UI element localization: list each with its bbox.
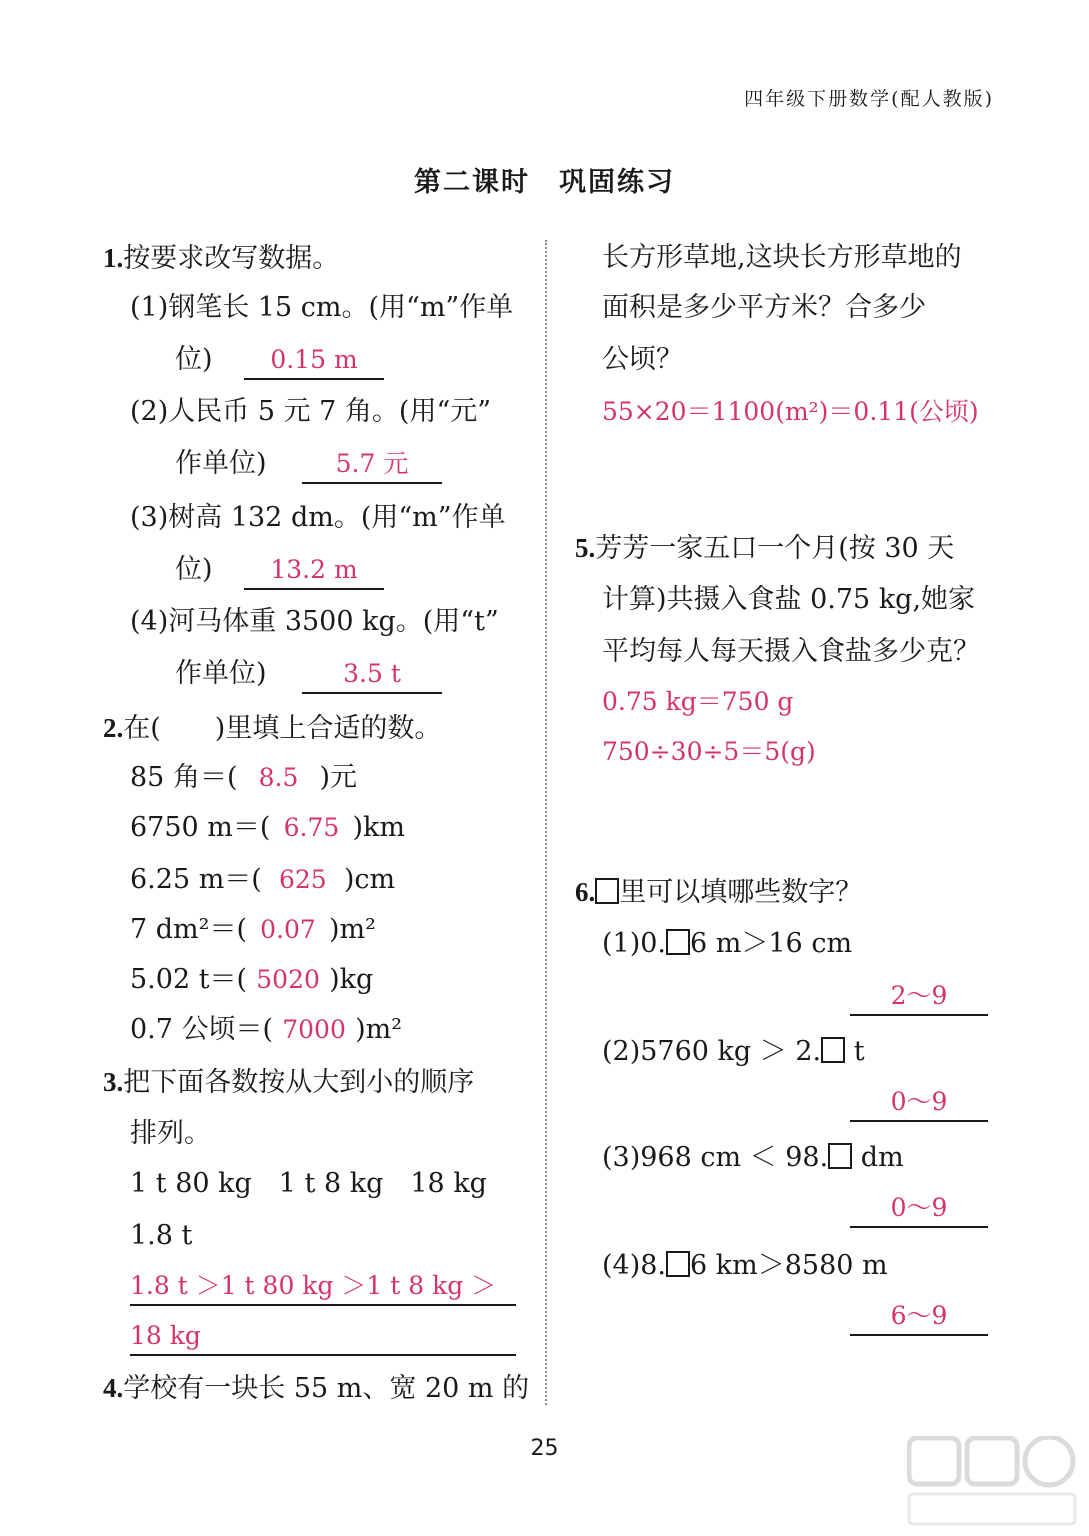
blank-box-icon: [595, 878, 619, 904]
q2-item6: 0.7 公顷＝( 7000 )m²: [130, 1014, 403, 1045]
q1-item1-line1: (1)钢笔长 15 cm。(用“m”作单: [130, 292, 514, 323]
q6-item3-answer: 0～9: [850, 1190, 988, 1228]
lesson-title: 第二课时 巩固练习: [414, 167, 675, 198]
q2-heading: 2.在( )里填上合适的数。: [103, 713, 442, 744]
q1-item3-answer: 13.2 m: [244, 552, 384, 590]
q2-item5: 5.02 t＝( 5020 )kg: [130, 964, 374, 995]
q1-item2-line1: (2)人民币 5 元 7 角。(用“元”: [130, 396, 492, 427]
q1-item4-line2: 作单位): [175, 658, 267, 689]
blank-box-icon: [666, 929, 690, 955]
q4-answer: 55×20＝1100(m²)＝0.11(公顷): [602, 397, 979, 426]
column-divider: [545, 240, 547, 1405]
blank-box-icon: [828, 1143, 852, 1169]
q1-item2-line2: 作单位): [175, 448, 267, 479]
watermark-logo-icon: [907, 1436, 1077, 1528]
q6-item2: (2)5760 kg ＞ 2. t: [602, 1036, 865, 1067]
q6-item4: (4)8. 6 km＞8580 m: [602, 1250, 888, 1281]
q6-item4-answer: 6～9: [850, 1298, 988, 1336]
q6-item2-answer: 0～9: [850, 1084, 988, 1122]
q3-heading-line2: 排列。: [130, 1118, 211, 1149]
q3-answer-line1: 1.8 t ＞1 t 80 kg ＞1 t 8 kg ＞: [130, 1268, 516, 1306]
page-number: 25: [530, 1436, 559, 1461]
q5-line3: 平均每人每天摄入食盐多少克？: [602, 636, 980, 667]
q4-heading: 4.学校有一块长 55 m、宽 20 m 的: [103, 1373, 530, 1404]
q4-line4: 公顷？: [602, 344, 683, 375]
blank-box-icon: [666, 1251, 690, 1277]
q2-item3: 6.25 m＝( 625 )cm: [130, 864, 396, 895]
q4-line3: 面积是多少平方米？合多少: [602, 292, 926, 323]
q6-item3: (3)968 cm ＜ 98. dm: [602, 1142, 904, 1173]
book-header: 四年级下册数学(配人教版): [744, 88, 994, 110]
q3-values-line2: 1.8 t: [130, 1220, 193, 1251]
q3-values-line1: 1 t 80 kg 1 t 8 kg 18 kg: [130, 1168, 487, 1199]
q1-item3-line2: 位): [175, 554, 213, 585]
q6-item1-answer: 2～9: [850, 978, 988, 1016]
q1-item3-line1: (3)树高 132 dm。(用“m”作单: [130, 502, 506, 533]
q5-answer-line1: 0.75 kg＝750 g: [602, 687, 794, 716]
q2-item4: 7 dm²＝( 0.07 )m²: [130, 914, 376, 945]
q1-item4-line1: (4)河马体重 3500 kg。(用“t”: [130, 606, 499, 637]
q6-heading: 6. 里可以填哪些数字？: [575, 877, 863, 908]
q2-item2: 6750 m＝( 6.75 )km: [130, 812, 405, 843]
blank-box-icon: [821, 1037, 845, 1063]
q1-item4-answer: 3.5 t: [302, 656, 442, 694]
q5-line2: 计算)共摄入食盐 0.75 kg,她家: [602, 584, 976, 615]
q1-item1-line2: 位): [175, 344, 213, 375]
q3-heading: 3.把下面各数按从大到小的顺序: [103, 1067, 475, 1098]
q2-item1: 85 角＝( 8.5 )元: [130, 762, 358, 793]
q1-item1-answer: 0.15 m: [244, 342, 384, 380]
q1-item2-answer: 5.7 元: [302, 446, 442, 484]
q4-line2: 长方形草地,这块长方形草地的: [602, 242, 962, 273]
q5-heading: 5.芳芳一家五口一个月(按 30 天: [575, 533, 955, 564]
q3-answer-line2: 18 kg: [130, 1318, 516, 1356]
q6-item1: (1)0. 6 m＞16 cm: [602, 928, 853, 959]
q5-answer-line2: 750÷30÷5＝5(g): [602, 737, 816, 766]
q1-heading: 1.按要求改写数据。: [103, 243, 340, 274]
